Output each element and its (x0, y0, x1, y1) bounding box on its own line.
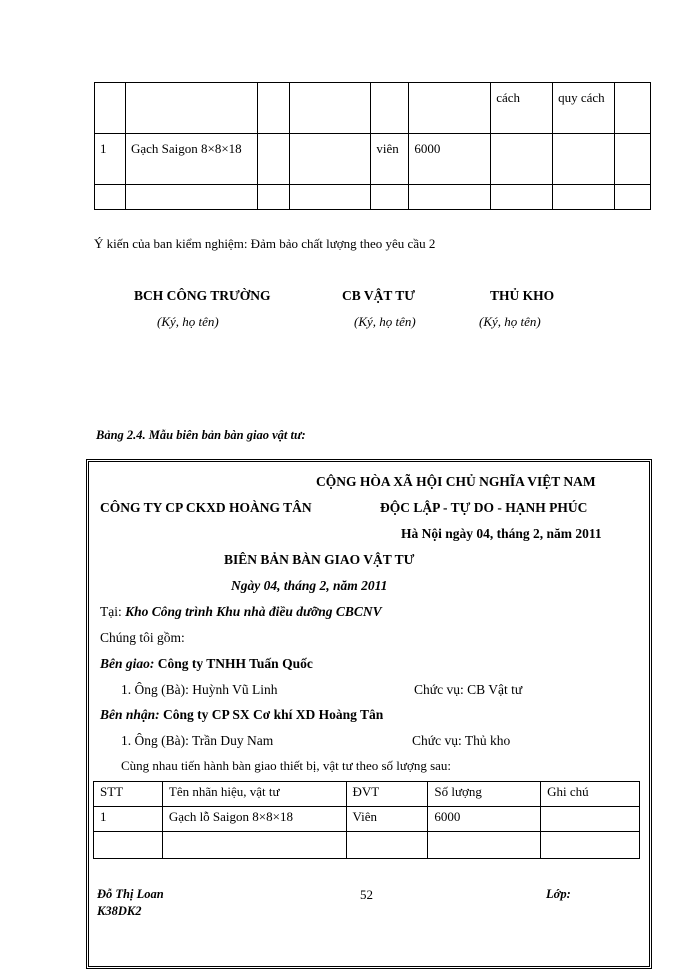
table-cell (371, 83, 409, 134)
column-header: Số lượng (428, 782, 541, 807)
column-header: Tên nhãn hiệu, vật tư (162, 782, 346, 807)
table-cell (95, 83, 126, 134)
signature-sub-1: (Ký, họ tên) (157, 314, 219, 329)
location-value: Kho Công trình Khu nhà điều dưỡng CBCNV (125, 604, 382, 619)
table-row (94, 807, 640, 832)
company-name: CÔNG TY CP CKXD HOÀNG TÂN (100, 500, 312, 515)
footer-author: Đỗ Thị Loan (97, 887, 164, 901)
table-cell (125, 83, 257, 134)
giver-value: Công ty TNHH Tuấn Quốc (157, 656, 313, 671)
table-cell (289, 83, 371, 134)
form-date: Ngày 04, tháng 2, năm 2011 (231, 578, 388, 593)
table-cell (491, 134, 553, 185)
column-header: Ghi chú (541, 782, 640, 807)
table-row (94, 832, 640, 859)
location-line (100, 604, 382, 620)
table-caption: Bảng 2.4. Mẫu biên bản bàn giao vật tư: (96, 428, 306, 442)
column-header: STT (94, 782, 163, 807)
motto: ĐỘC LẬP - TỰ DO - HẠNH PHÚC (380, 500, 588, 515)
giver-line (100, 656, 313, 672)
item-name: Gạch Saigon 8×8×18 (130, 141, 242, 156)
nation-heading: CỘNG HÒA XÃ HỘI CHỦ NGHĨA VIỆT NAM (316, 474, 596, 489)
receiver-person: 1. Ông (Bà): Trần Duy Nam (121, 733, 274, 748)
table-cell (125, 134, 257, 185)
table-cell (615, 134, 651, 185)
table-header-row (94, 782, 640, 807)
giver-person: 1. Ông (Bà): Huỳnh Vũ Linh (121, 682, 278, 697)
table-cell: cách (491, 83, 553, 134)
inspection-opinion: Ý kiến của ban kiểm nghiệm: Đảm bảo chất lượng theo yêu cầu 2 (94, 236, 436, 251)
table-cell (615, 83, 651, 134)
signature-title-material-officer: CB VẬT TƯ (342, 288, 416, 303)
table-cell (257, 134, 289, 185)
giver-label: Bên giao: (100, 656, 158, 671)
table-cell: Gạch lỗ Saigon 8×8×18 (162, 807, 346, 832)
table-cell (289, 134, 371, 185)
table-cell (257, 83, 289, 134)
receiver-value: Công ty CP SX Cơ khí XD Hoàng Tân (163, 707, 384, 722)
footer-class-label: Lớp: (546, 887, 571, 901)
page-number: 52 (360, 887, 373, 902)
table-cell (553, 134, 615, 185)
table-cell: quy cách (553, 83, 615, 134)
materials-table-top (94, 82, 651, 210)
table-row (95, 83, 651, 134)
table-cell: 1 (94, 807, 163, 832)
we-include: Chúng tôi gồm: (100, 630, 185, 645)
table-cell: Viên (346, 807, 428, 832)
signature-title-site-command: BCH CÔNG TRƯỜNG (134, 288, 271, 303)
location-label: Tại: (100, 604, 126, 619)
signature-sub-3: (Ký, họ tên) (479, 314, 541, 329)
handover-table (93, 781, 640, 859)
table-cell: 1 (95, 134, 126, 185)
together-line: Cùng nhau tiến hành bàn giao thiết bị, vật tư theo số lượng sau: (121, 758, 452, 773)
receiver-label: Bên nhận: (100, 707, 164, 722)
table-row (95, 134, 651, 185)
table-cell: 6000 (409, 134, 491, 185)
table-cell (541, 807, 640, 832)
column-header: ĐVT (346, 782, 428, 807)
table-row (95, 185, 651, 210)
signature-sub-2: (Ký, họ tên) (354, 314, 416, 329)
giver-position: Chức vụ: CB Vật tư (414, 682, 523, 697)
footer-class-code: K38DK2 (97, 904, 142, 918)
table-cell: 6000 (428, 807, 541, 832)
place-date: Hà Nội ngày 04, tháng 2, năm 2011 (401, 526, 602, 541)
form-title: BIÊN BẢN BÀN GIAO VẬT TƯ (224, 552, 415, 567)
table-cell (409, 83, 491, 134)
signature-title-warehouse-keeper: THỦ KHO (490, 288, 555, 303)
receiver-line (100, 707, 383, 723)
receiver-position: Chức vụ: Thủ kho (412, 733, 511, 748)
table-cell: viên (371, 134, 409, 185)
